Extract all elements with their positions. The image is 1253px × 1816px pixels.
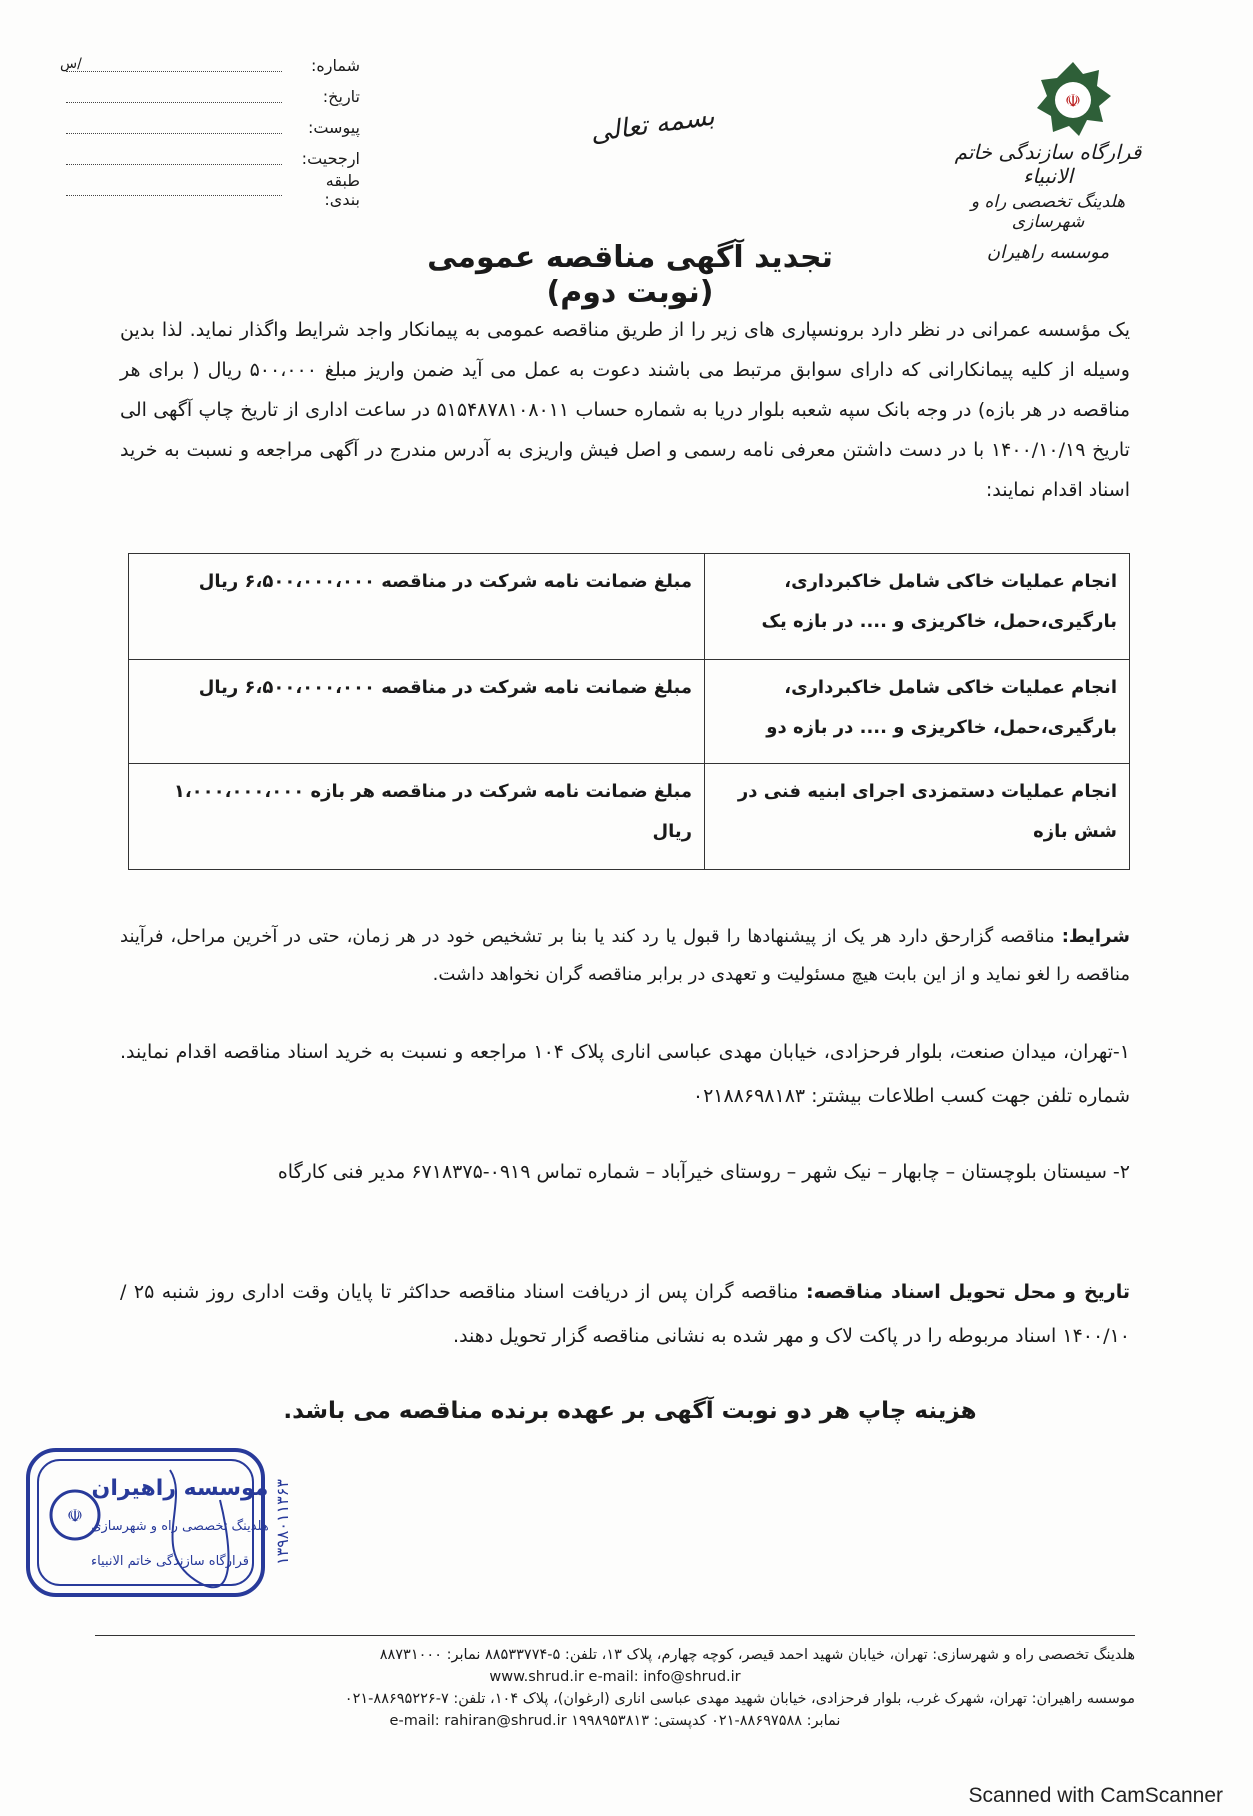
number-suffix: /س xyxy=(60,56,82,72)
stamp-name: موسسه راهیران xyxy=(91,1476,269,1501)
address-2: ۲- سیستان بلوچستان – چابهار – نیک شهر – روستای خیرآباد – شماره تماس ۰۹۱۹-۶۷۱۸۳۷۵ مدیر فنی کارگاه xyxy=(277,1161,1130,1183)
conditions-text: مناقصه گزارحق دارد هر یک از پیشنهادها را قبول یا رد کند یا بنا بر تشخیص خود در هر زمان، حتی در آخرین مراحل، فرآیند مناقصه را لغو نماید و از این بابت هیچ مسئولیت و تعهدی در برابر مناقصه گران نخواهد داشت. xyxy=(120,926,1130,985)
bismillah: بسمه تعالی xyxy=(588,101,717,149)
scanner-watermark: Scanned with CamScanner xyxy=(968,1784,1223,1807)
classification-label: طبقه بندی: xyxy=(324,170,360,209)
attachment-label: پیوست: xyxy=(307,118,360,137)
document-meta xyxy=(60,50,360,209)
table-row xyxy=(129,554,1130,660)
item-guarantee: مبلغ ضمانت نامه شرکت در مناقصه هر بازه ۱،۰۰۰،۰۰۰،۰۰۰ ریال xyxy=(129,764,705,870)
intro-paragraph: یک مؤسسه عمرانی در نظر دارد برونسپاری های زیر را از طریق مناقصه عمومی به پیمانکار واجد شرایط واگذار نماید. لذا بدین وسیله از کلیه پیمانکارانی که دارای سوابق مرتبط می باشند دعوت به عمل می آید ضمن واریز مبلغ ۵۰۰،۰۰۰ ریال ( برای هر مناقصه در هر بازه) در وجه بانک سپه شعبه بلوار دریا به شماره حساب ۵۱۵۴۸۷۸۱۰۸۰۱۱ در ساعت اداری از تاریخ چاپ آگهی الی تاریخ ۱۴۰۰/۱۰/۱۹ با در دست داشتن معرفی نامه رسمی و اصل فیش واریزی به آدرس مندرج در آگهی مراجعه و نسبت به خرید اسناد اقدام نمایند: xyxy=(120,319,1130,501)
organization-name-block xyxy=(953,140,1143,263)
footer-line-4: نمابر: ۸۸۶۹۷۵۸۸-۰۲۱ کدپستی: ۱۹۹۸۹۵۳۸۱۳ e-mail: rahiran@shrud.ir xyxy=(389,1713,841,1729)
footer-line-1: هلدینگ تخصصی راه و شهرسازی: تهران، خیابان شهید احمد قیصر، کوچه چهارم، پلاک ۱۳، تلفن: ۵-۸۸۵۳۳۷۷۴ نمابر: ۸۸۷۳۱۰۰۰ xyxy=(379,1647,1135,1663)
footer-line-3: موسسه راهیران: تهران، شهرک غرب، بلوار فرحزادی، خیابان شهید مهدی عباسی اناری (ارغوان)، پلاک ۱۰۴، تلفن: ۷-۸۸۶۹۵۲۲۶-۰۲۱ xyxy=(344,1691,1135,1707)
cost-note: هزینه چاپ هر دو نوبت آگهی بر عهده برنده مناقصه می باشد. xyxy=(283,1398,977,1424)
organization-logo-icon xyxy=(1033,60,1113,140)
official-stamp-icon xyxy=(20,1440,320,1610)
org-line-3: موسسه راهیران xyxy=(986,242,1110,263)
footer xyxy=(95,1635,1135,1732)
number-label: شماره: xyxy=(310,56,360,75)
conditions-paragraph xyxy=(120,918,1130,994)
item-guarantee: مبلغ ضمانت نامه شرکت در مناقصه ۶،۵۰۰،۰۰۰،۰۰۰ ریال xyxy=(129,660,705,764)
item-guarantee: مبلغ ضمانت نامه شرکت در مناقصه ۶،۵۰۰،۰۰۰،۰۰۰ ریال xyxy=(129,554,705,660)
table-row xyxy=(129,764,1130,870)
item-description: انجام عملیات خاکی شامل خاکبرداری، بارگیری،حمل، خاکریزی و .... در بازه دو xyxy=(705,660,1130,764)
item-description: انجام عملیات خاکی شامل خاکبرداری، بارگیری،حمل، خاکریزی و .... در بازه یک xyxy=(705,554,1130,660)
stamp-number: ۱۳۹۸۰۱۱۳۶۳ xyxy=(273,1479,292,1565)
table-row xyxy=(129,660,1130,764)
conditions-label: شرایط: xyxy=(1061,926,1130,947)
stamp-line: هلدینگ تخصصی راه و شهرسازی xyxy=(91,1519,269,1534)
document-title: تجدید آگهی مناقصه عمومی (نوبت دوم) xyxy=(427,240,833,310)
date-label: تاریخ: xyxy=(322,87,360,106)
footer-line-2: www.shrud.ir e-mail: info@shrud.ir xyxy=(489,1669,741,1685)
org-line-1: قرارگاه سازندگی خاتم الانبیاء xyxy=(954,140,1142,188)
org-line-2: هلدینگ تخصصی راه و شهرسازی xyxy=(970,192,1126,232)
tender-items-table xyxy=(128,553,1130,870)
address-1: ۱-تهران، میدان صنعت، بلوار فرحزادی، خیابان مهدی عباسی اناری پلاک ۱۰۴ مراجعه و نسبت به خرید اسناد مناقصه اقدام نمایند. شماره تلفن جهت کسب اطلاعات بیشتر: ۰۲۱۸۸۶۹۸۱۸۳ xyxy=(120,1041,1131,1107)
svg-text:☫: ☫ xyxy=(1064,91,1082,112)
item-description: انجام عملیات دستمزدی اجرای ابنیه فنی در شش بازه xyxy=(705,764,1130,870)
delivery-label: تاریخ و محل تحویل اسناد مناقصه: xyxy=(805,1281,1131,1303)
delivery-text: مناقصه گران پس از دریافت اسناد مناقصه حداکثر تا پایان وقت اداری روز شنبه ۲۵ /۱۴۰۰/۱۰ اسناد مربوطه را در پاکت لاک و مهر شده به نشانی مناقصه گزار تحویل دهند. xyxy=(120,1281,1130,1347)
stamp-line-2: قرارگاه سازندگی خاتم الانبیاء xyxy=(90,1554,250,1569)
svg-text:☫: ☫ xyxy=(66,1506,84,1527)
delivery-paragraph xyxy=(120,1270,1130,1358)
priority-label: ارجحیت: xyxy=(301,149,360,168)
